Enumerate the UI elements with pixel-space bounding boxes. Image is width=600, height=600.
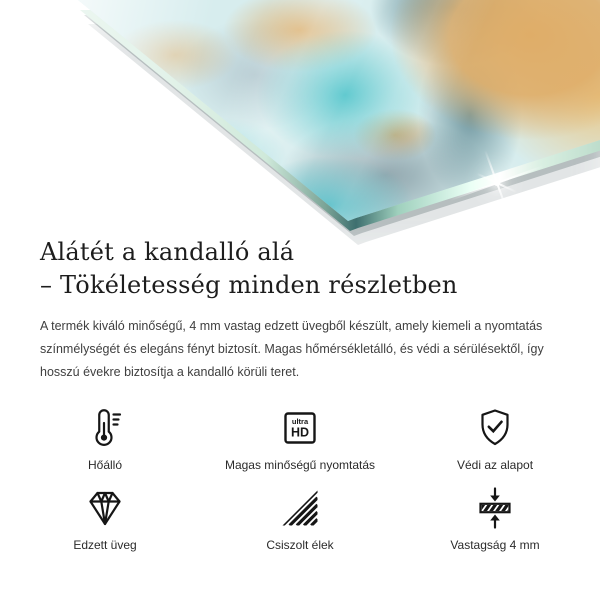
feature-polished-edges	[170, 486, 430, 553]
feature-grid	[40, 406, 600, 553]
diamond-icon	[83, 486, 127, 530]
feature-tempered-glass	[40, 486, 170, 553]
feature-protects-base	[430, 406, 560, 473]
feature-label: Edzett üveg	[73, 538, 137, 552]
feature-label: Védi az alapot	[456, 458, 534, 472]
ultra-hd-text-bottom: HD	[290, 425, 310, 440]
ultra-hd-text-top: ultra	[291, 417, 309, 426]
feature-label: Hőálló	[87, 458, 123, 472]
polished-edges-icon	[278, 486, 322, 530]
thermometer-icon	[83, 406, 127, 450]
title-line-2: – Tökéletesség minden részletben	[40, 271, 458, 299]
shield-check-icon	[473, 406, 517, 450]
glass-panel-artwork	[0, 0, 600, 234]
feature-label: Magas minőségű nyomtatás	[224, 458, 376, 472]
feature-heat-resistant	[40, 406, 170, 473]
feature-label: Vastagság 4 mm	[450, 538, 540, 552]
product-description: A termék kiváló minőségű, 4 mm vastag edzett üvegből készült, amely kiemeli a nyomtatás színmélységét és elegáns fényt biztosít. Magas hőmérsékletálló, és védi a sérülésektől, így hosszú évekre biztosítja a kandalló körüli teret.	[40, 319, 544, 379]
ultra-hd-icon	[278, 406, 322, 450]
feature-thickness	[430, 486, 560, 553]
title-line-1: Alátét a kandalló alá	[40, 238, 295, 266]
product-photo	[0, 0, 600, 234]
feature-label: Csiszolt élek	[266, 538, 334, 552]
feature-print-quality	[170, 406, 430, 473]
thickness-icon	[473, 486, 517, 530]
section-title	[40, 236, 560, 302]
